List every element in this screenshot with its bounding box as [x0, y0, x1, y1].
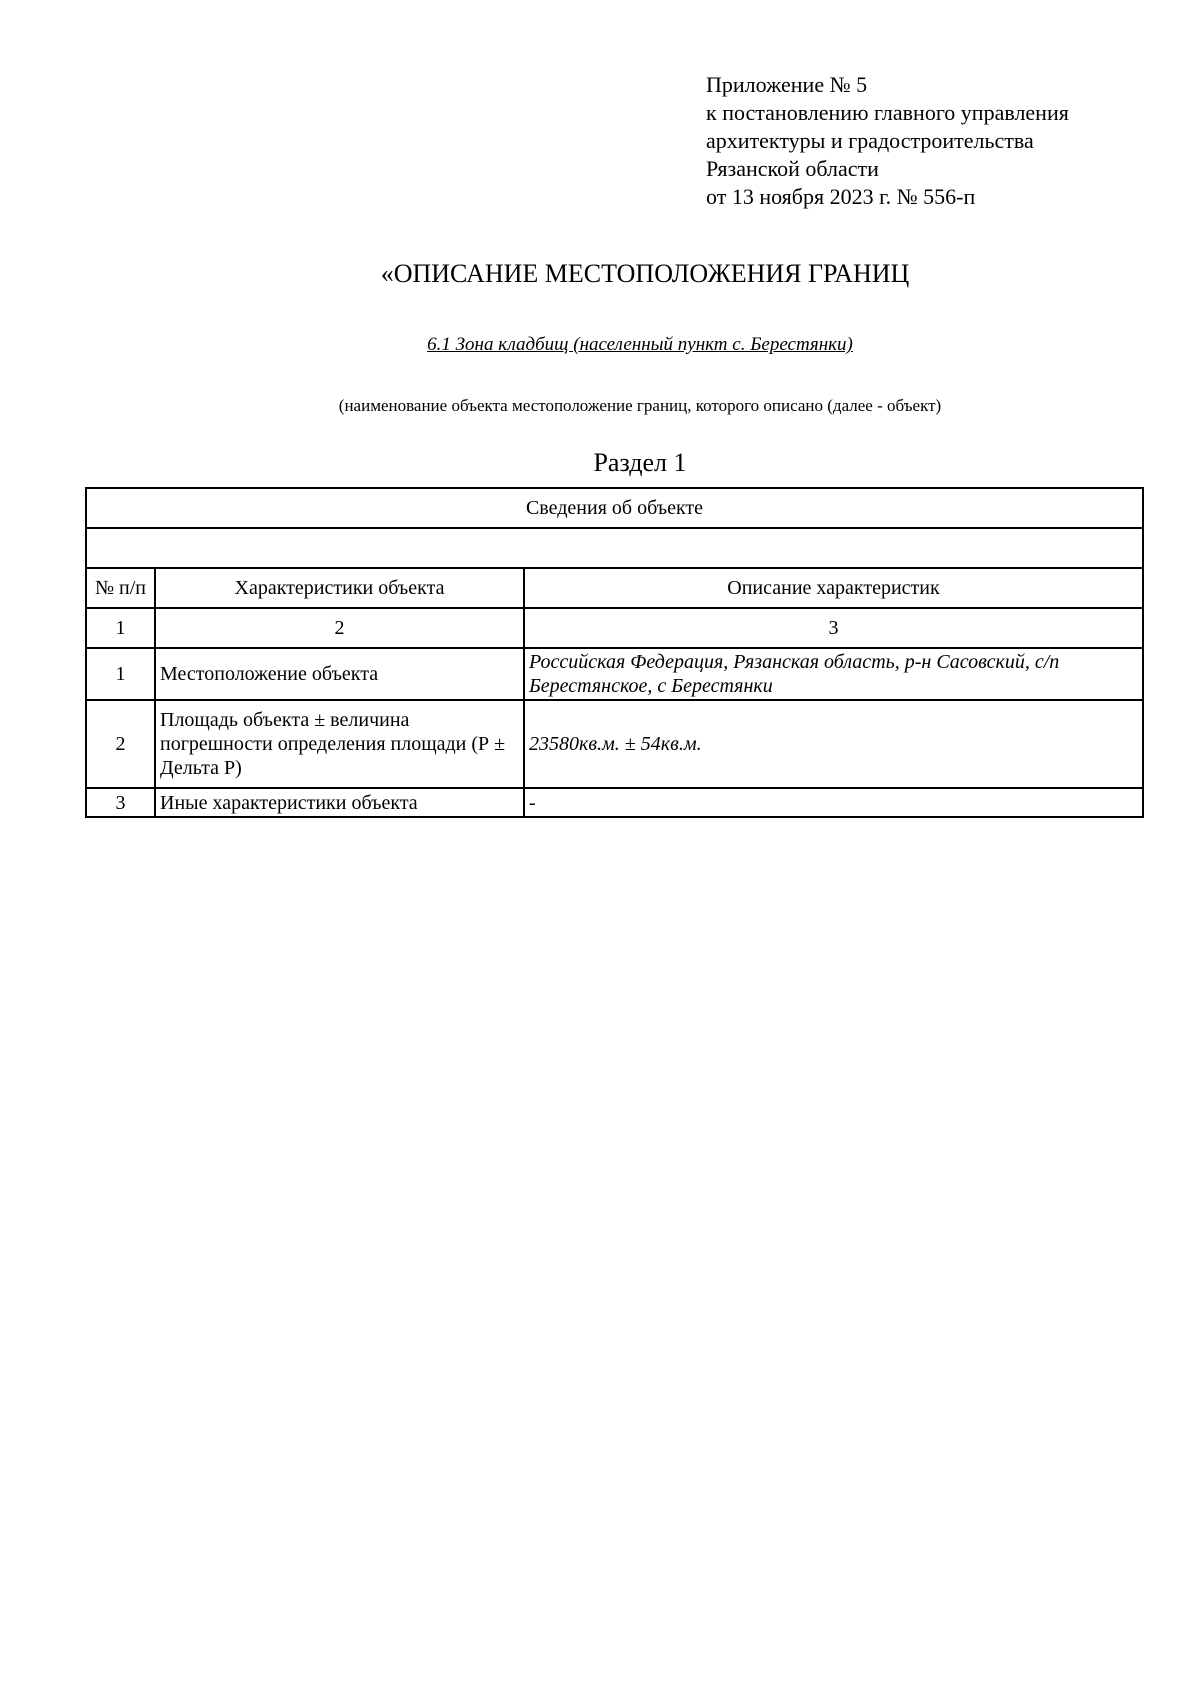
column-number: 2: [155, 608, 524, 648]
appendix-line: Рязанской области: [706, 156, 879, 181]
row-num: 2: [86, 700, 155, 788]
appendix-line: от 13 ноября 2023 г. № 556-п: [706, 184, 976, 209]
row-num: 1: [86, 648, 155, 700]
table-column-numbers-row: [86, 608, 1143, 648]
appendix-line: Приложение № 5: [706, 72, 868, 97]
row-description: Российская Федерация, Рязанская область, р-н Сасовский, с/п Берестянское, с Берестянки: [524, 648, 1143, 700]
table-caption-row: [86, 488, 1143, 528]
table-caption: Сведения об объекте: [86, 488, 1143, 528]
document-title: «ОПИСАНИЕ МЕСТОПОЛОЖЕНИЯ ГРАНИЦ: [380, 259, 910, 288]
header-characteristic: Характеристики объекта: [155, 568, 524, 608]
table-blank-row: [86, 528, 1143, 568]
header-num: № п/п: [86, 568, 155, 608]
table-row: [86, 648, 1143, 700]
section-title: Раздел 1: [593, 448, 687, 477]
column-number: 3: [524, 608, 1143, 648]
row-characteristic: Иные характеристики объекта: [155, 788, 524, 817]
table-header-row: [86, 568, 1143, 608]
table-row: [86, 700, 1143, 788]
column-number: 1: [86, 608, 155, 648]
row-characteristic: Площадь объекта ± величина погрешности определения площади (Р ± Дельта Р): [155, 700, 524, 788]
row-description: 23580кв.м. ± 54кв.м.: [524, 700, 1143, 788]
header-description: Описание характеристик: [524, 568, 1143, 608]
appendix-block: [706, 71, 1069, 211]
row-characteristic: Местоположение объекта: [155, 648, 524, 700]
table-row: [86, 788, 1143, 817]
object-info-table: [85, 487, 1144, 818]
object-name-line: [0, 333, 1200, 357]
table-blank-cell: [86, 528, 1143, 568]
appendix-line: к постановлению главного управления: [706, 100, 1069, 125]
appendix-line: архитектуры и градостроительства: [706, 128, 1034, 153]
object-caption: (наименование объекта местоположение границ, которого описано (далее - объект): [338, 396, 942, 415]
object-name: 6.1 Зона кладбищ (населенный пункт с. Берестянки): [427, 334, 853, 355]
row-num: 3: [86, 788, 155, 817]
row-description: -: [524, 788, 1143, 817]
